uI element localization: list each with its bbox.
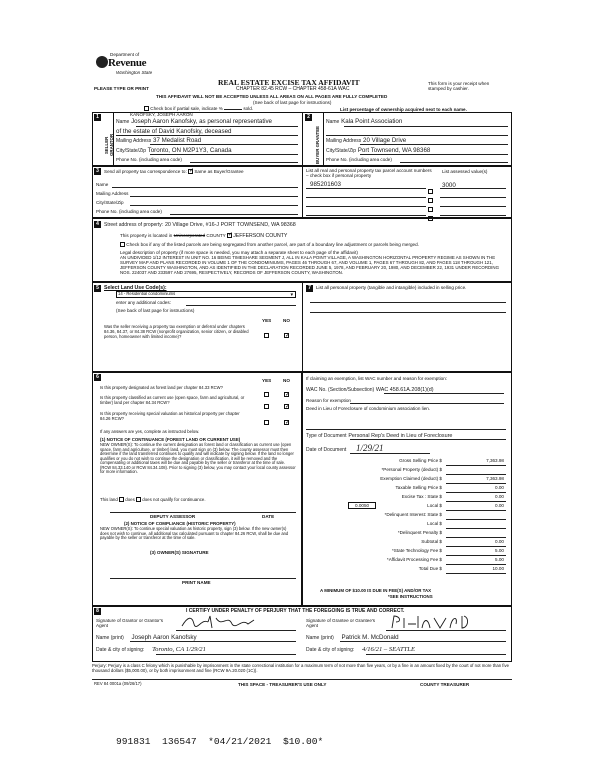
notice2-title: (2) NOTICE OF COMPLIANCE (HISTORIC PROPERTY) (124, 521, 236, 526)
form-subtitle: CHAPTER 82.45 RCW – CHAPTER 458-61A WAC (236, 86, 350, 92)
chevron-down-icon: ▼ (289, 292, 294, 297)
calc-row (306, 548, 506, 557)
calc-row-label: *State Technology Fee $ (392, 548, 442, 553)
tax-corr-phone-label: Phone No. (including area code) (96, 209, 162, 214)
wac-value[interactable]: WAC 458.61A.208(1)(d) (375, 387, 434, 393)
minimum-note: A MINIMUM OF $10.00 IS DUE IN FEE(S) AND/OR TAX (320, 588, 432, 593)
section-3-badge: 3 (94, 168, 101, 175)
dor-logo-mark (96, 56, 108, 68)
seller-name-line2[interactable]: of the estate of David Kanofsky, deceased (116, 128, 232, 135)
seller-city-row (116, 147, 232, 154)
section-4-badge: 4 (94, 221, 101, 228)
form-warning: THIS AFFIDAVIT WILL NOT BE ACCEPTED UNLESS ALL AREAS ON ALL PAGES ARE FULLY COMPLETED (156, 94, 388, 99)
local-rate[interactable]: 0.0050 (348, 502, 376, 509)
does-not-label: does not (142, 497, 160, 502)
dor-logo (96, 52, 166, 78)
calc-row-value[interactable]: 0.00 (495, 539, 504, 544)
grantee-sig-label: Signature of Grantee or Grantee's Agent (306, 618, 376, 629)
cashier-stamp: 991831 136547 *04/21/2021 $10.00* (116, 736, 324, 747)
calc-row-value[interactable]: 0.00 (495, 485, 504, 490)
calc-row (306, 467, 506, 476)
tax-corr-row (104, 169, 244, 174)
notice1-title: (1) NOTICE OF CONTINUANCE (FOREST LAND OR CURRENT USE) (100, 437, 241, 442)
does-not-checkbox[interactable] (136, 497, 141, 502)
buyer-side-label: BUYER GRANTEE (315, 125, 320, 165)
grantor-sig-label: Signature of Grantor or Grantor's Agent (96, 618, 164, 629)
calc-row-label: Taxable Selling Price $ (395, 485, 442, 490)
local-value[interactable]: 0.00 (495, 503, 504, 508)
land-use-yes: YES (262, 318, 272, 323)
calc-row-label: *Delinquent Penalty $ (397, 530, 442, 535)
section-1-badge: 1 (94, 114, 101, 121)
calc-rows (306, 458, 506, 575)
designation-q2: Is this property classified as current use (open space, farm and agricultural, or timber) land per chapter 84.34 RCW? (100, 395, 245, 405)
calc-row-label: Total Due $ (418, 566, 442, 571)
street-value[interactable]: 20 Village Drive, #16-J PORT TOWNSEND, WA 98368 (164, 222, 296, 228)
same-as-buyer-label: Same as Buyer/Grantee (194, 169, 244, 174)
calc-row-label: *Affidavit Processing Fee $ (386, 557, 442, 562)
calc-row (306, 458, 506, 467)
section-6-badge: 6 (94, 374, 101, 381)
seller-name-value[interactable]: Joseph Aaron Kanofsky, as personal representative (131, 118, 272, 125)
partial-sale-label: Check box if partial sale, indicate % (150, 106, 223, 111)
reason-value[interactable]: Deed in Lieu of Foreclosure of condominium association lien. (306, 406, 431, 411)
land-use-no: NO (283, 318, 290, 323)
grantee-name-value[interactable]: Patrick M. McDonald (341, 634, 399, 641)
partial-sale-row (144, 106, 253, 111)
notice2-text: NEW OWNER(S): To continue special valuation as historic property, sign (3) below. If the new owner(s) does not wish to continue, all additional tax calculated pursuant to chapter 84.26 RCW, shall be due and payable by the seller or transferor at the time of sale. (100, 526, 289, 541)
grantee-name-label: Name (print) (306, 635, 334, 641)
see-back: (See back of last page for instructions) (253, 100, 332, 105)
grantee-date-row (306, 646, 415, 653)
grantee-signature[interactable] (388, 614, 488, 630)
logo-line3: Washington State (116, 70, 153, 75)
calc-row-value[interactable]: 7,363.98 (486, 458, 504, 463)
logo-line1: Department of (110, 52, 140, 57)
doc-type-value[interactable]: Personal Rep's Deed in Lieu of Foreclosure (348, 433, 453, 439)
calc-row-label: Gross Selling Price $ (399, 458, 442, 463)
calc-row-label: Exemption Claimed (deduct) $ (380, 476, 442, 481)
calc-row (306, 485, 506, 494)
buyer-name-row (326, 118, 402, 125)
segregate-label: Check box if any of the listed parcels are being segregated from another parcel, are part of a boundary line adjustment or parcels being merged. (126, 242, 419, 247)
doc-type-row (306, 432, 452, 439)
land-use-see-back: (See back of last page for instructions) (116, 308, 195, 313)
list-pct: List percentage of ownership acquired next to each name. (340, 107, 467, 112)
section-5-badge: 5 (94, 285, 101, 292)
designation-q3: Is this property receiving special valuation as historical property per chapter 84.26 RCW? (100, 411, 240, 421)
partial-sale-pct[interactable] (224, 109, 242, 110)
partial-sale-checkbox[interactable] (144, 106, 149, 111)
parcel-value[interactable]: 985201603 (310, 181, 341, 188)
does-checkbox[interactable] (119, 497, 124, 502)
calc-row-label: Excise Tax : State $ (401, 494, 442, 499)
calc-row-value[interactable]: 10.00 (492, 566, 504, 571)
seller-name-overtype: KANOFSKY, JOSEPH AARON (130, 112, 193, 117)
exemption-label: If claiming an exemption, list WAC number and reason for exemption: (306, 376, 448, 381)
seller-mailing-row (116, 137, 201, 144)
designation-no: NO (283, 378, 290, 383)
calc-row (306, 557, 506, 566)
buyer-city-value[interactable]: Port Townsend, WA 98368 (357, 147, 431, 154)
treasurer-space: THIS SPACE - TREASURER'S USE ONLY (238, 682, 327, 687)
land-use-label: Select Land Use Code(s): (104, 285, 167, 291)
land-use-q1-yes[interactable] (264, 327, 269, 345)
land-use-q1: Was the seller receiving a property tax exemption or deferral under chapters 84.36, 84.37, or 84.38 RCW (nonprofit organization, senior citizen, or disabled person, homeowner with limited income)? (104, 324, 249, 339)
form-title: REAL ESTATE EXCISE TAX AFFIDAVIT (218, 78, 360, 87)
assessed-value[interactable]: 3000 (442, 182, 456, 189)
deputy-date-label: DATE (262, 514, 275, 519)
section-7-badge: 7 (306, 285, 313, 292)
please-type: PLEASE TYPE OR PRINT (94, 86, 149, 91)
grantor-date-row (96, 646, 206, 653)
this-land-label: This land (100, 497, 118, 502)
rev-code: REV 84 0001a (09/26/17) (94, 681, 142, 686)
if-yes-note: If any answers are yes, complete as instructed below. (100, 429, 200, 434)
buyer-name-value[interactable]: Kala Point Association (341, 118, 403, 125)
buyer-city-label: City/State/Zip (326, 148, 357, 154)
tax-corr-name-label: Name (96, 182, 109, 187)
segregate-checkbox[interactable] (120, 242, 125, 247)
land-use-select[interactable] (116, 291, 296, 298)
doc-date-label: Date of Document (306, 447, 347, 453)
does-label: does (125, 497, 135, 502)
buyer-city-row (326, 147, 430, 154)
buyer-mailing-label: Mailing Address (326, 138, 362, 144)
print-name-label: PRINT NAME (182, 580, 211, 585)
designation-q3-no[interactable] (284, 414, 289, 432)
reason-label: Reason for exemption (306, 398, 351, 403)
buyer-mailing-value[interactable]: 20 Village Drive (363, 137, 407, 144)
logo-line2: Revenue (108, 57, 147, 69)
owner-sig-label: (3) OWNER(S) SIGNATURE (150, 550, 209, 555)
calc-row-value[interactable]: 7,363.98 (486, 476, 504, 481)
certify-text: I CERTIFY UNDER PENALTY OF PERJURY THAT THE FOREGOING IS TRUE AND CORRECT. (186, 608, 405, 614)
seller-mailing-label: Mailing Address (116, 138, 152, 144)
land-use-selected: 14 - Residential condominiums (118, 291, 176, 296)
calc-row (306, 521, 506, 530)
located-row (120, 233, 287, 240)
unincorporated-checkbox[interactable] (227, 233, 232, 238)
calc-row (306, 566, 506, 575)
street-row (104, 221, 296, 228)
tax-corr-city-label: City/State/Zip (96, 200, 124, 205)
grantor-date-value[interactable]: Toronto, CA 1/29/21 (152, 646, 206, 653)
doc-date-row (306, 443, 384, 453)
calc-row-label: Local $ (427, 521, 442, 526)
county-struck: Unincorporated (173, 233, 206, 238)
grantor-name-label: Name (print) (96, 635, 124, 641)
designation-q3-yes[interactable] (264, 414, 269, 432)
section-2-badge: 2 (305, 114, 312, 121)
buyer-phone-label: Phone No. (including area code) (326, 157, 392, 162)
perjury-text: Perjury: Perjury is a class C felony which is punishable by imprisonment in the state correctional institution for a maximum term of not more than five years, or by a fine in an amount fixed by the court of not more than five thousand dollars ($5,000.00), or by both imprisonment and fine (RCW 9A.20.020 (1C)). (92, 663, 509, 673)
personal-property-label: List all personal property (tangible and intangible) included in selling price. (316, 285, 467, 290)
calc-row (306, 476, 506, 485)
doc-date-value[interactable]: 1/29/21 (356, 443, 384, 453)
buyer-mailing-row (326, 137, 406, 144)
tax-corr-label: Send all property tax correspondence to: (104, 169, 187, 174)
grantee-date-label: Date & city of signing: (306, 647, 355, 653)
section-8-badge: 8 (94, 608, 101, 615)
calc-row-label: *Delinquent Interest: State $ (384, 512, 442, 517)
county-word: COUNTY (206, 233, 226, 238)
grantor-date-label: Date & city of signing: (96, 647, 145, 653)
calc-row (306, 539, 506, 548)
calc-row (306, 494, 506, 503)
wac-row (306, 386, 434, 393)
seller-side-label: SELLER GRANTOR (104, 133, 114, 157)
street-label: Street address of property: (104, 222, 164, 228)
s1-s2-divider (302, 112, 303, 166)
receipt-note: This form is your receipt when stamped by cashier. (428, 81, 490, 92)
designation-yes: YES (262, 378, 272, 383)
legal-label: Legal description of property (if more space is needed, you may attach a separate sheet to each page of the affidavit) (120, 250, 358, 255)
continuance-row (100, 497, 206, 502)
parcel-header: List all real and personal property tax parcel account numbers – check box if personal property (306, 168, 432, 179)
segregate-row (120, 242, 504, 247)
seller-name-label: Name (116, 119, 130, 125)
seller-name-row (116, 118, 272, 125)
notice1-text: NEW OWNER(S): To continue the current designation as forest land or classification as current use (open space, farm and agriculture, or timber) land, you must sign on (3) below. The county assessor must then determine if the land transferred continues to qualify and will indicate by signing below. If the land no longer qualifies or you do not wish to continue the designation or classification, it will be removed and the compensating or additional taxes will be due and payable by the seller or transferor at the time of sale. (RCW 84.33.140 or RCW 84.34.108). Prior to signing (3) below, you may contact your local county assessor for more information. (100, 442, 296, 475)
calc-row-value[interactable]: 5.00 (495, 548, 504, 553)
grantee-date-value[interactable]: 4/16/21 – SEATTLE (362, 646, 415, 653)
assessed-header: List assessed value(s) (442, 169, 488, 174)
grantor-signature[interactable] (178, 614, 268, 630)
doc-type-label: Type of Document (306, 433, 347, 439)
tax-corr-mailing-label: Mailing Address (96, 191, 129, 196)
see-instructions: *SEE INSTRUCTIONS (388, 594, 433, 599)
land-use-q1-no[interactable] (284, 327, 289, 345)
calc-row (306, 512, 506, 521)
located-label: This property is located in (120, 233, 173, 238)
wac-label: WAC No. (Section/Subsection) (306, 387, 375, 393)
calc-local-row (306, 503, 506, 512)
seller-phone-label: Phone No. (including area code) (116, 157, 182, 162)
county-treasurer: COUNTY TREASURER (420, 682, 470, 687)
calc-row-label: *Personal Property (deduct) $ (381, 467, 442, 472)
buyer-name-label: Name (326, 119, 340, 125)
calc-row-label: Subtotal $ (421, 539, 442, 544)
qualify-label: qualify for continuance. (160, 497, 206, 502)
grantee-name-row (306, 634, 399, 641)
calc-row-value[interactable]: 0.00 (495, 494, 504, 499)
calc-row (306, 530, 506, 539)
grantor-name-value[interactable]: Joseph Aaron Kanofsky (131, 634, 197, 641)
sold-label: sold. (243, 106, 254, 111)
calc-row-value[interactable]: 5.00 (495, 557, 504, 562)
same-as-buyer-checkbox[interactable] (188, 169, 193, 174)
additional-codes: enter any additional codes: (116, 300, 171, 305)
designation-q1: Is this property designated as forest land per chapter 84.33 RCW? (100, 385, 223, 390)
county-value[interactable]: JEFFERSON COUNTY (233, 233, 288, 239)
grantor-name-row (96, 634, 197, 641)
seller-mailing-value[interactable]: 37 Medalist Road (153, 137, 202, 144)
seller-city-label: City/State/Zip (116, 148, 147, 154)
seller-city-value[interactable]: Toronto, ON M2P1Y3, Canada (147, 147, 232, 154)
legal-text[interactable]: AN UNDIVIDED 1/12 INTEREST IN UNIT NO. 16 BEING TIMESHARE SEGMENT J, ALL IN KALA POINT VILLAGE, A WASHINGTON HORIZONTAL PROPERTY REGIME AS SHOWN IN THE SURVEY MAP AND PLANS RECORDED IN VOLUME 1 OF THE CONDOMINIUMS, PAGES 46 THROUGH 67, AND VOLUME 1, PAGES 67 THROUGH 82, AND PAGES 118 THROUGH 121, JEFFERSON COUNTY WASHINGTON, AND AS IDENTIFIED IN THE DECLARATION RECORDED JUNE 5, 1978, AND FEBRUARY 20, 1980, AND DECEMBER 22, 1931 UNDER RECORDING NOS. 224037 AND 233597 AND 27695, RESPECTIVELY, RECORDS OF JEFFERSON COUNTY, WASHINGTON. (120, 255, 499, 275)
local-label: Local $ (427, 503, 442, 508)
designation-box (92, 372, 302, 606)
deputy-assessor-label: DEPUTY ASSESSOR (150, 514, 196, 519)
